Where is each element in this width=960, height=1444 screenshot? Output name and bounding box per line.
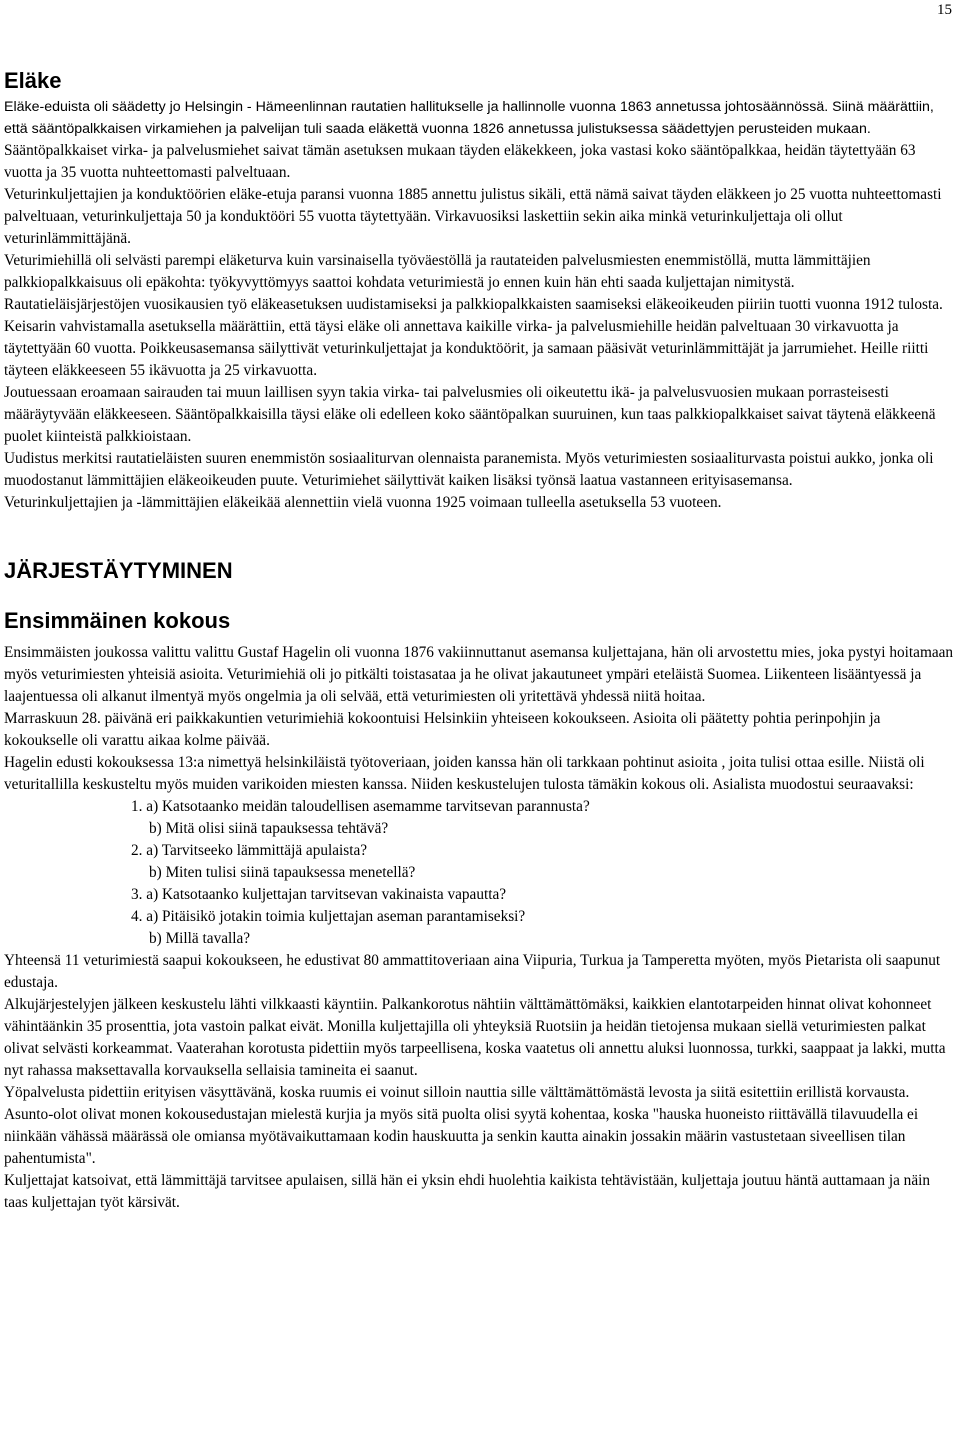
paragraph-elake: Veturinkuljettajien ja -lämmittäjien eläkeikää alennettiin vielä vuonna 1925 voimaan tulleella asetuksella 53 vuoteen.: [4, 494, 722, 511]
paragraph-kokous: Ensimmäisten joukossa valittu valittu Gustaf Hagelin oli vuonna 1876 vakiinnuttanut asemansa kuljettajana, hän oli arvostettu mies, joka pystyi hoitamaan myös veturimiesten yhteisiä asioita. Veturimiehiä oli jo pitkälti toistasataa ja he olivat jakautuneet ympäri eteläistä Suomea. Liikenteen lisääntyessä ja laajentuessa oli alkanut ilmentyä myös ongelmia ja oli selvää, että veturimiesten oli yritettävä yhdessä niitä hoitaa.: [4, 644, 954, 705]
paragraph-elake-intro-serif: Sääntöpalkkaiset virka- ja palvelusmiehet saivat tämän asetuksen mukaan täyden eläkekkeen, joka vastasi koko sääntöpalkkaa, heidän täytettyään 63 vuotta ja 35 vuotta nuhteettomasti palveltuaan.: [4, 142, 916, 181]
paragraph-kokous: Yhteensä 11 veturimiestä saapui kokoukseen, he edustivat 80 ammattitoveriaan aina Viipuria, Turkua ja Tamperetta myöten, myös Pietarista oli saapunut edustaja.: [4, 952, 941, 991]
paragraph-elake: Veturimiehillä oli selvästi parempi eläketurva kuin varsinaisella työväestöllä ja rautateiden palvelusmiesten enemmistöllä, mutta lämmittäjien palkkiopalkkaisuus oli epäkohta: työkyvyttömyys saattoi kohdata veturimiestä jo ennen kuin hän ehti saada kuljettajan nimitystä.: [4, 252, 871, 291]
agenda-item: 1. a) Katsotaanko meidän taloudellisen asemamme tarvitsevan parannusta?: [131, 798, 590, 815]
page-content: [4, 66, 954, 1214]
page-number: 15: [937, 2, 952, 18]
agenda-item: 4. a) Pitäisikö jotakin toimia kuljettajan aseman parantamiseksi?: [131, 908, 526, 925]
paragraph-kokous: Kuljettajat katsoivat, että lämmittäjä tarvitsee apulaisen, sillä hän ei yksin ehdi huolehtia kaikista tehtävistään, kuljettaja joutuu häntä auttamaan ja näin taas kuljettajan työt kärsivät.: [4, 1172, 931, 1211]
paragraph-elake: Joutuessaan eroamaan sairauden tai muun laillisen syyn takia virka- tai palvelusmies oli oikeutettu ikä- ja palvelusvuosien mukaan porrasteisesti määräytyvään eläkkeeseen. Sääntöpalkkaisilla täysi eläke oli edelleen koko sääntöpalkan suuruinen, kun taas palkkiopalkkaiset saivat täytenä eläkkeenä puolet kiinteistä palkkioistaan.: [4, 384, 936, 445]
agenda-item: b) Millä tavalla?: [149, 930, 251, 947]
agenda-list: [4, 796, 954, 950]
paragraph-elake: Uudistus merkitsi rautatieläisten suuren enemmistön sosiaaliturvan olennaista paranemista. Myös veturimiesten sosiaaliturvasta poistui aukko, jonka oli muodostanut lämmittäjien eläkeoikeuden puute. Veturimiehet säilyttivät kaiken lisäksi työnsä laatua vastanneen erityisasemansa.: [4, 450, 934, 489]
paragraph-kokous: Alkujärjestelyjen jälkeen keskustelu lähti vilkkaasti käyntiin. Palkankorotus nähtiin välttämättömäksi, kaikkien elantotarpeiden hinnat olivat kohonneet vähintäänkin 35 prosenttia, jota vastoin palkat eivät. Monilla kuljettajilla oli yhteyksiä Ruotsiin ja heidän tietojensa mukaan siellä veturimiesten palkat olivat selvästi korkeammat. Vaaterahan korotusta pidettiin myös tarpeellisena, koska vaatetus oli annettu aluksi luonnossa, turkki, saappaat ja lakki, mutta nyt rahassa maksettavalla korvauksella sellaisia tamineita ei saanut.: [4, 996, 946, 1079]
paragraph-kokous: Asunto-olot olivat monen kokousedustajan mielestä kurjia ja myös sitä puolta olisi syytä kohentaa, koska "hauska huoneisto riittävällä tilavuudella ei niinkään vähässä määrässä ole omiansa myötävaikuttamaan kodin hauskuutta ja senkin kautta ainakin jossakin määrin vastustetaan siveellisen tilan pahentumista".: [4, 1106, 919, 1167]
paragraph-elake: Rautatieläisjärjestöjen vuosikausien työ eläkeasetuksen uudistamiseksi ja palkkiopalkkaisten saamiseksi eläkeoikeuden piiriin tuotti vuonna 1912 tulosta. Keisarin vahvistamalla asetuksella määrättiin, että täysi eläke oli annettava kaikille virka- ja palvelusmiehille heidän palveltuaan 30 virkavuotta ja täytettyään 60 vuotta. Poikkeusasemansa säilyttivät veturinkuljettajat ja konduktöörit, ja samaan pääsivät veturinlämmittäjät ja jarrumiehet. Heille riitti täyteen eläkkeeseen 55 ikävuotta ja 25 virkavuotta.: [4, 296, 943, 379]
section-heading-elake: Eläke: [4, 68, 62, 93]
agenda-item: b) Miten tulisi siinä tapauksessa menetellä?: [149, 864, 416, 881]
section-heading-jarjestaytyminen: JÄRJESTÄYTYMINEN: [4, 558, 233, 583]
paragraph-kokous: Yöpalvelusta pidettiin erityisen väsyttävänä, koska ruumis ei voinut silloin nauttia sille välttämättömästä levosta ja siitä esitettiin erillistä korvausta.: [4, 1084, 910, 1101]
agenda-item: 2. a) Tarvitseeko lämmittäjä apulaista?: [131, 842, 368, 859]
paragraph-elake-intro: [4, 96, 954, 184]
paragraph-kokous: Marraskuun 28. päivänä eri paikkakuntien veturimiehiä kokoontuisi Helsinkiin yhteiseen kokoukseen. Asioita oli päätetty pohtia perinpohjin ja kokoukselle oli varattu aikaa kolme päivää.: [4, 710, 881, 749]
agenda-item: b) Mitä olisi siinä tapauksessa tehtävä?: [149, 820, 389, 837]
paragraph-elake-intro-sans: Eläke-eduista oli säädetty jo Helsingin - Hämeenlinnan rautatien hallitukselle ja hallinnolle vuonna 1863 annetussa johtosäännössä. Siinä määrättiin, että sääntöpalkkaisen virkamiehen ja palvelijan tuli saada eläkettä vuonna 1826 annetussa julistuksessa säädettyjen perusteiden mukaan.: [4, 99, 934, 137]
subheading-ensimmainen-kokous: Ensimmäinen kokous: [4, 608, 231, 633]
paragraph-elake: Veturinkuljettajien ja konduktöörien eläke-etuja paransi vuonna 1885 annettu julistus sikäli, että nämä saivat täyden eläkkeen jo 25 vuotta nuhteettomasti palveltuaan, veturinkuljettaja 50 ja konduktööri 55 vuotta täytettyään. Virkavuosiksi laskettiin sekin aika minkä veturinkuljettaja oli ollut veturinlämmittäjänä.: [4, 186, 942, 247]
agenda-item: 3. a) Katsotaanko kuljettajan tarvitsevan vakinaista vapautta?: [131, 886, 507, 903]
paragraph-kokous: Hagelin edusti kokouksessa 13:a nimettyä helsinkiläistä työtoveriaan, joiden kanssa hän oli tarkkaan pohtinut asioita , joita tulisi ottaa esille. Niistä oli veturitallilla keskusteltu myös muiden varikoiden miesten kanssa. Niiden keskustelujen tulosta tämäkin kokous oli. Asialista muodostui seuraavaksi:: [4, 754, 925, 793]
